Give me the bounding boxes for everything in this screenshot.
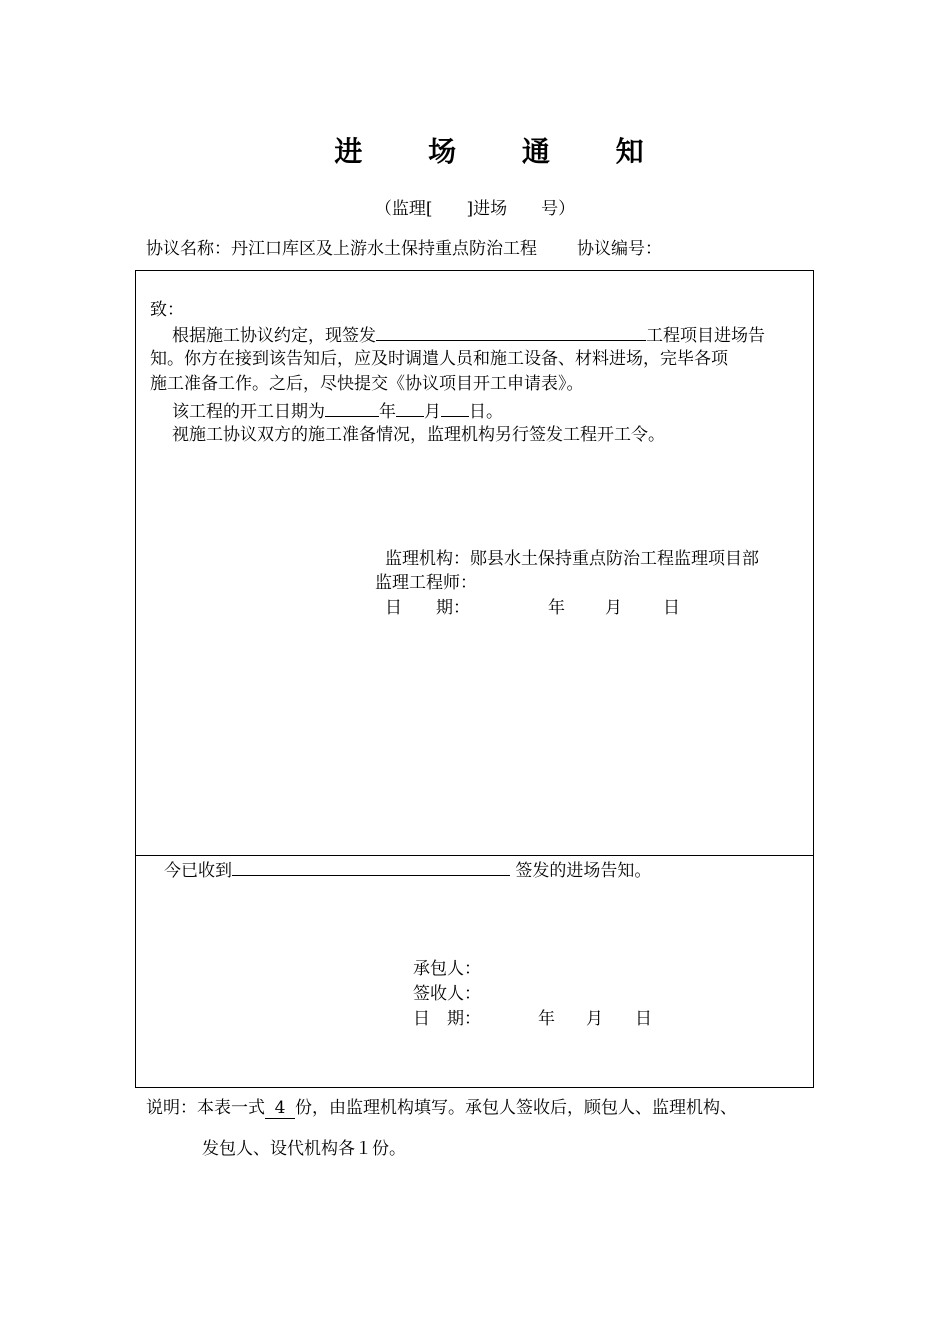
notice-paragraph-1-line-2: 知。你方在接到该告知后，应及时调遣人员和施工设备、材料进场，完毕各项 bbox=[150, 349, 728, 369]
page-title: 进 场 通 知 bbox=[334, 135, 672, 168]
copies-count: 4 bbox=[265, 1098, 295, 1119]
receipt-date-day: 日 bbox=[635, 1009, 652, 1029]
supervision-date-label: 日 期： bbox=[385, 598, 470, 618]
supervision-engineer-label: 监理工程师： bbox=[375, 573, 477, 593]
supervision-org-label: 监理机构： bbox=[385, 549, 470, 569]
supervision-org-value: 郧县水土保持重点防治工程监理项目部 bbox=[470, 549, 759, 569]
document-number: （监理[ ]进场 号） bbox=[374, 199, 576, 219]
receipt-date-year: 年 bbox=[538, 1009, 555, 1029]
agreement-number-label: 协议编号： bbox=[577, 239, 662, 259]
start-date-line: 该工程的开工日期为 年 月 日。 bbox=[172, 398, 503, 425]
receipt-line: 今已收到 签发的进场告知。 bbox=[164, 857, 651, 884]
project-name-blank[interactable] bbox=[376, 322, 646, 341]
notice-paragraph-1-line-1: 根据施工协议约定，现签发 工程项目进场告 bbox=[172, 322, 765, 349]
start-month-blank[interactable] bbox=[396, 398, 424, 417]
supervision-date-day: 日 bbox=[663, 598, 680, 618]
section-divider bbox=[136, 855, 813, 856]
supervision-org bbox=[385, 547, 759, 572]
receipt-notice-blank[interactable] bbox=[232, 857, 510, 876]
agreement-name-value: 丹江口库区及上游水土保持重点防治工程 bbox=[231, 239, 537, 259]
start-day-blank[interactable] bbox=[441, 398, 469, 417]
salutation: 致： bbox=[150, 300, 184, 320]
supervision-date-year: 年 bbox=[548, 598, 565, 618]
agreement-info bbox=[146, 234, 662, 259]
note-line-2: 发包人、设代机构各１份。 bbox=[202, 1139, 406, 1159]
supervision-date-month: 月 bbox=[605, 598, 622, 618]
contractor-label: 承包人： bbox=[413, 959, 481, 979]
notice-paragraph-1-line-3: 施工准备工作。之后，尽快提交《协议项目开工申请表》。 bbox=[150, 374, 584, 394]
signer-label: 签收人： bbox=[413, 984, 481, 1004]
receipt-date-label: 日 期： bbox=[413, 1009, 481, 1029]
note-line-1: 说明：本表一式 4 份，由监理机构填写。承包人签收后，顾包人、监理机构、 bbox=[146, 1098, 737, 1118]
receipt-date-month: 月 bbox=[586, 1009, 603, 1029]
notice-form-box bbox=[135, 270, 814, 1088]
notice-paragraph-3: 视施工协议双方的施工准备情况，监理机构另行签发工程开工令。 bbox=[172, 425, 665, 445]
agreement-name-label: 协议名称： bbox=[146, 239, 231, 259]
start-year-blank[interactable] bbox=[325, 398, 379, 417]
